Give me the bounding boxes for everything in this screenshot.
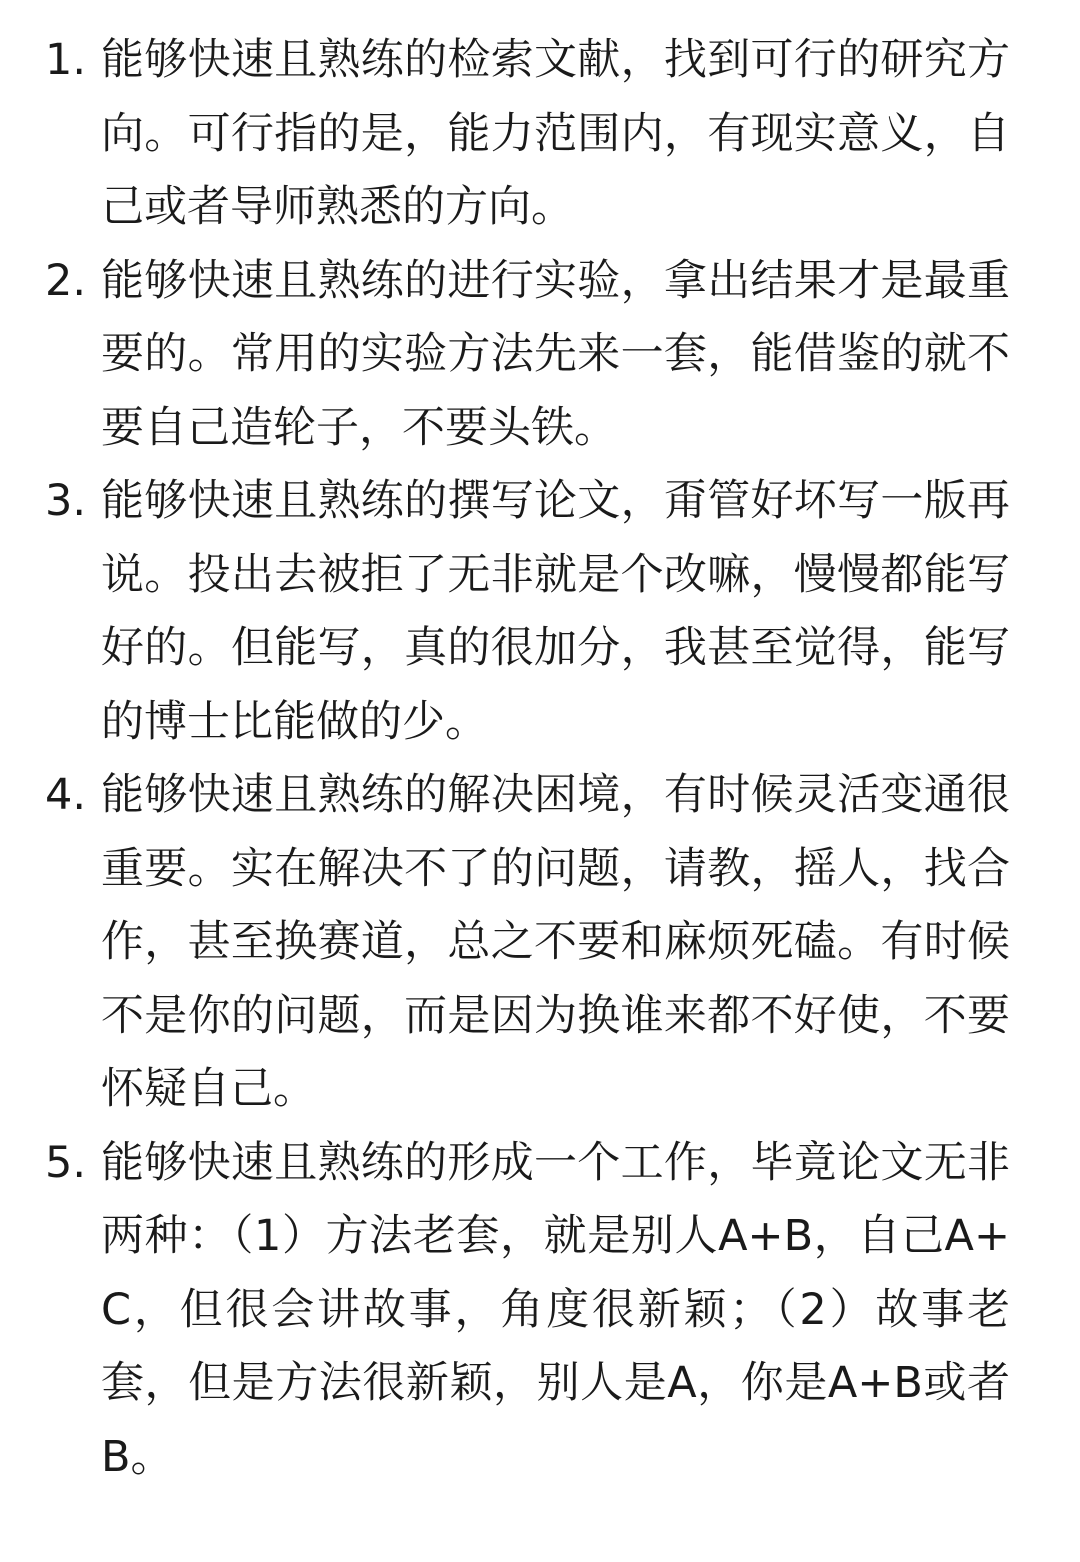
- list-item-text: 能够快速且熟练的撰写论文，甭管好坏写一版再说。投出去被拒了无非就是个改嘛，慢慢都能写好的。但能写，真的很加分，我甚至觉得，能写的博士比能做的少。: [101, 476, 1010, 747]
- list-item: [0, 24, 1010, 245]
- list-item: [0, 1127, 1010, 1495]
- list-item-text: 能够快速且熟练的形成一个工作，毕竟论文无非两种：（1）方法老套，就是别人A+B，自己A+C，但很会讲故事，角度很新颖；（2）故事老套，但是方法很新颖，别人是A，你是A+B或者B。: [101, 1137, 1010, 1482]
- list-item-number: 2.: [45, 255, 87, 306]
- list-item-text: 能够快速且熟练的检索文献，找到可行的研究方向。可行指的是，能力范围内，有现实意义，自己或者导师熟悉的方向。: [101, 35, 1010, 232]
- list-item-number: 4.: [45, 770, 87, 820]
- list-item: [0, 245, 1010, 466]
- list-item-number: 1.: [45, 35, 87, 85]
- tips-list: [0, 24, 1010, 1494]
- list-item: [0, 465, 1010, 759]
- list-item-number: 5.: [45, 1137, 87, 1188]
- list-item-text: 能够快速且熟练的进行实验，拿出结果才是最重要的。常用的实验方法先来一套，能借鉴的就不要自己造轮子，不要头铁。: [101, 255, 1010, 453]
- list-item-text: 能够快速且熟练的解决困境，有时候灵活变通很重要。实在解决不了的问题，请教，摇人，找合作，甚至换赛道，总之不要和麻烦死磕。有时候不是你的问题，而是因为换谁来都不好使，不要怀疑自己。: [101, 770, 1010, 1114]
- list-item: [0, 759, 1010, 1127]
- list-item-number: 3.: [45, 476, 87, 526]
